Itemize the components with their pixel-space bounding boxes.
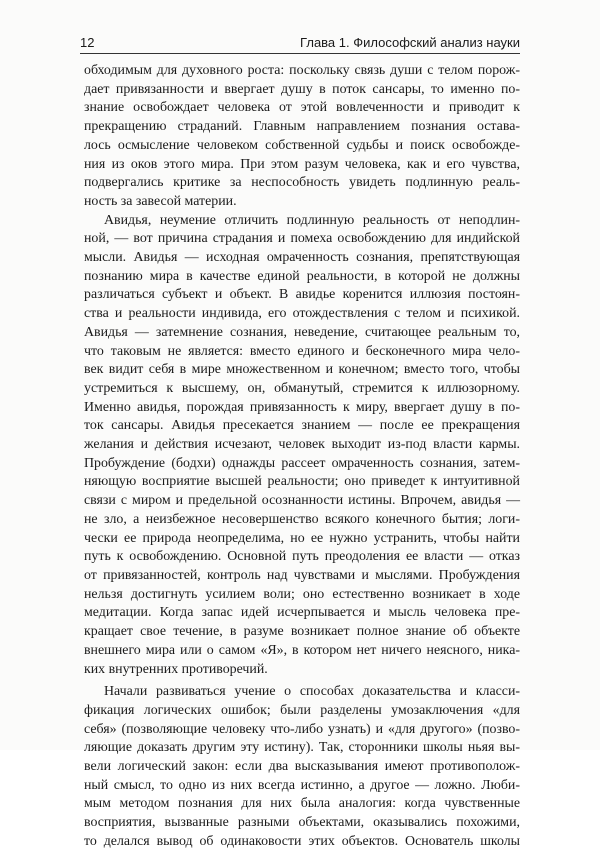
text-line: обходимым для духовного роста: поскольку связь души с телом порож- [84,63,520,78]
paragraph-2 [84,212,520,680]
text-line: Пробуждение (бодхи) однажды рассеет омраченность сознания, затем- [84,455,520,471]
text-line: вели логический закон: если два высказывания имеют противополож- [84,759,520,775]
paragraph-1 [84,62,520,212]
text-line: внешнего мира или о самом «Я», в котором нет ничего неясного, ника- [84,642,520,658]
text-line: ток сансары. Авидья пресекается знанием — после ее прекращения [84,418,520,434]
text-line: знание освобождает человека от этой вовлеченности и приводит к [84,100,520,116]
text-line: ный смысл, то одно из них всегда истинно, а другое — ложно. Люби- [84,777,520,793]
text-line: Авидья — затемнение сознания, неведение, считающее реальным то, [84,324,520,340]
text-line: ния из оков этого мира. При этом разум человека, как и его чувства, [84,156,520,172]
text-line: медитации. Когда запас идей исчерпывается и мысль человека пре- [84,605,520,621]
text-line: себя» (позволяющие человеку что-либо узнать) и «для другого» (позво- [84,721,520,737]
text-line: ной, — вот причина страдания и помеха освобождению для индийской [84,231,520,247]
text-line: ких внутренних противоречий. [84,661,268,677]
text-line: Начали развиваться учение о способах доказательства и класси- [104,684,520,700]
page-number: 12 [80,35,95,50]
text-line: восприятия, вызванные разными объектами, оказывались похожими, [84,815,520,831]
text-line: от привязанностей, контроль над чувствами и мыслями. Пробуждения [84,567,520,583]
text-line: познанию мира в качестве единой реальности, в которой не должны [84,268,520,284]
text-line: подвергались критике за неспособность увидеть подлинную реаль- [84,175,520,191]
running-header [80,30,520,54]
text-line: ность за завесой материи. [84,193,237,209]
text-line: кращает свое течение, в разуме возникает полное знание об объекте [84,624,520,640]
text-line: что таковым не является: вместо единого и бесконечного мира чело- [84,343,520,359]
page-body [84,62,520,852]
text-line: устремиться к высшему, он, обманутый, стремится к иллюзорному. [84,380,520,396]
text-line: ства и реальности индивида, его отождествления с телом и психикой. [84,306,520,322]
text-line: не зло, а неизбежное несовершенство всякого конечного бытия; логи- [84,511,520,527]
text-line: Именно авидья, порождая привязанность к миру, ввергает душу в по- [84,399,520,415]
text-line: дает привязанности и ввергает душу в поток сансары, то именно по- [84,81,520,97]
text-line: Авидья, неумение отличить подлинную реальность от неподлин- [104,212,520,228]
text-line: связи с миром и предельной осознанности истины. Впрочем, авидья — [84,493,520,509]
text-line: прекращению страданий. Главным направлением познания остава- [84,119,520,135]
text-line: желания и действия исчезают, человек выходит из-под власти кармы. [84,437,520,453]
chapter-title: Глава 1. Философский анализ науки [300,35,520,50]
text-line: мысли. Авидья — исходная омраченность сознания, препятствующая [84,250,520,266]
text-line: нельзя достигнуть усилием воли; оно естественно возникает в ходе [84,586,520,602]
text-line: путь к освобождению. Основной путь преодоления ее власти — отказ [84,549,520,565]
text-line: различаться субъект и объект. В авидье коренится иллюзия постоян- [84,287,520,303]
text-line: век видит себя в мире множественном и конечном; вместо того, чтобы [84,362,520,378]
text-line: то делался вывод об одинаковости этих объектов. Основатель школы [84,833,520,849]
text-line: няющую восприятие высшей реальности; оно приведет к интуитивной [84,474,520,490]
text-line: фикация логических ошибок; были разделены умозаключения «для [84,702,520,718]
text-line: мым методом познания для них была аналогия: когда чувственные [84,796,520,812]
text-line: ляющие доказать другим эту истину). Так, сторонники школы ньяя вы- [84,740,520,756]
paragraph-3 [84,683,520,851]
text-line: чески ее природа неопределима, но ее нужно устранить, чтобы найти [84,530,520,546]
text-line: лось осмысление человеком собственной судьбы и поиск освобожде- [84,137,520,153]
